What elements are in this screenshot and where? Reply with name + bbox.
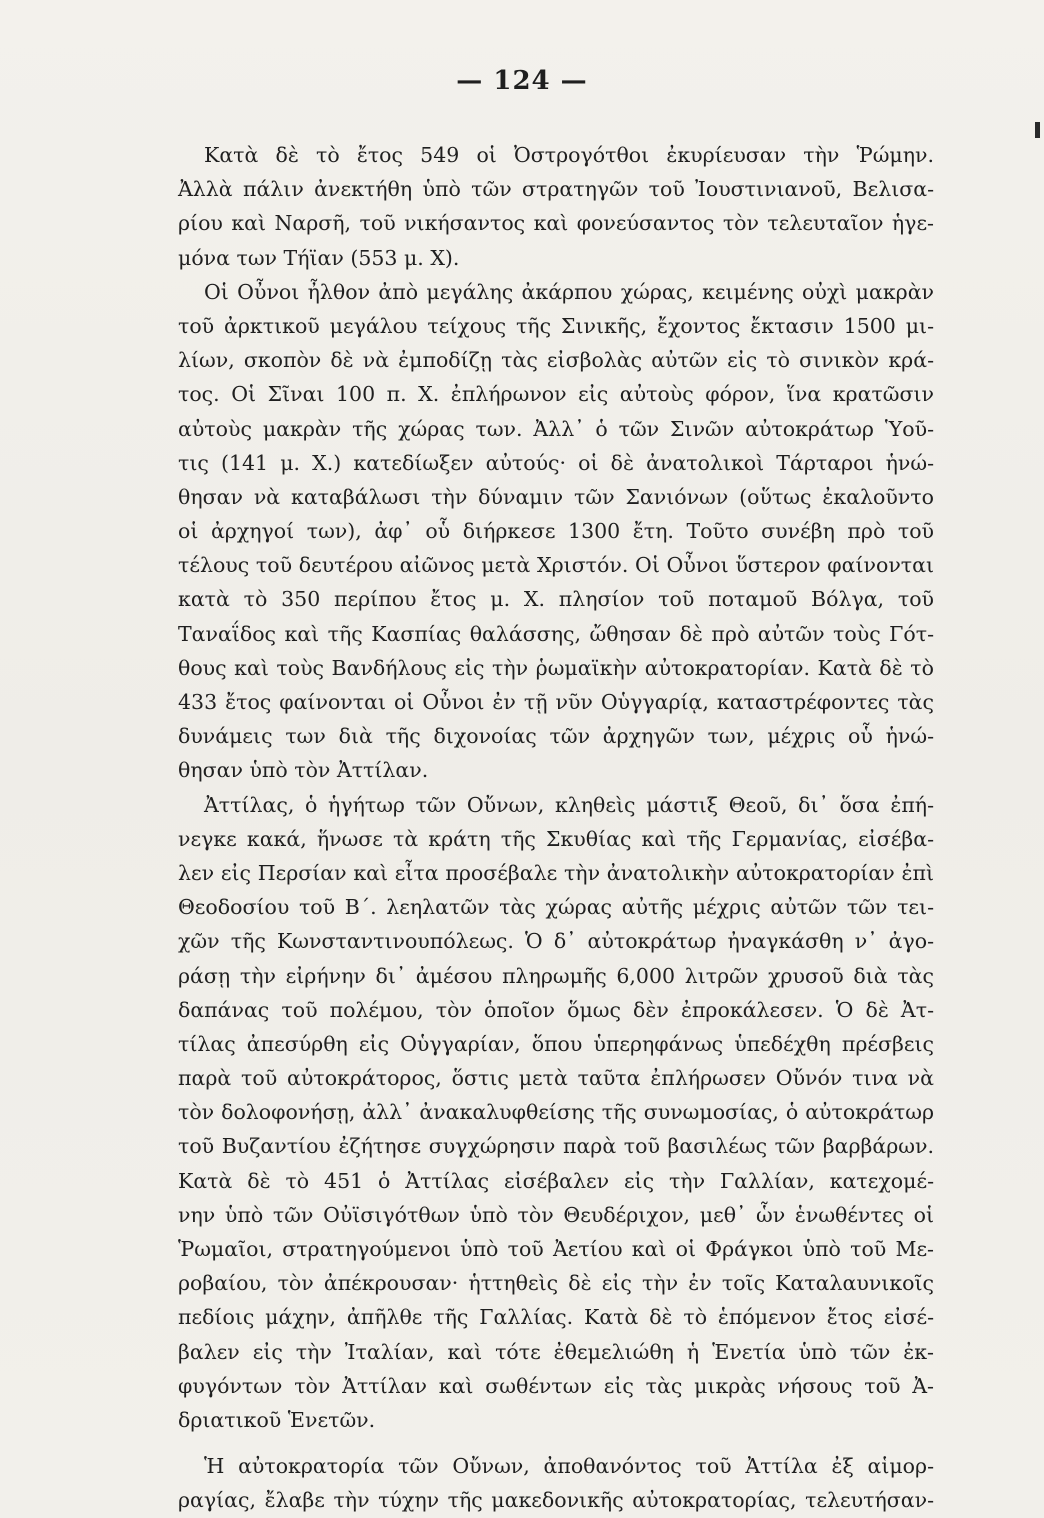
text-line: δαπάνας τοῦ πολέμου, τὸν ὁποῖον ὅμως δὲν ἐπροκάλεσεν. Ὁ δὲ Ἀτ-	[178, 997, 934, 1022]
text-line: Ῥωμαῖοι, στρατηγούμενοι ὑπὸ τοῦ Ἀετίου καὶ οἱ Φράγκοι ὑπὸ τοῦ Με-	[178, 1237, 934, 1261]
text-line: μόνα των Τήϊαν (553 μ. Χ).	[178, 245, 460, 270]
text-line: τις (141 μ. Χ.) κατεδίωξεν αὐτούς· οἱ δὲ ἀνατολικοὶ Τάρταροι ἡνώ-	[178, 450, 934, 475]
text-line: δριατικοῦ Ἑνετῶν.	[178, 1407, 376, 1432]
body-text	[178, 138, 934, 1518]
text-line: χῶν τῆς Κωνσταντινουπόλεως. Ὁ δ᾽ αὐτοκράτωρ ἠναγκάσθη ν᾽ ἀγο-	[178, 929, 934, 954]
paragraph	[178, 138, 934, 275]
text-line: φυγόντων τὸν Ἀττίλαν καὶ σωθέντων εἰς τὰς μικρὰς νήσους τοῦ Ἀ-	[178, 1373, 934, 1398]
text-line: Ἀλλὰ πάλιν ἀνεκτήθη ὑπὸ τῶν στρατηγῶν τοῦ Ἰουστινιανοῦ, Βελισα-	[178, 177, 934, 202]
text-line: νεγκε κακά, ἥνωσε τὰ κράτη τῆς Σκυθίας καὶ τῆς Γερμανίας, εἰσέβα-	[178, 826, 934, 851]
text-line: τοῦ Βυζαντίου ἐζήτησε συγχώρησιν παρὰ τοῦ βασιλέως τῶν βαρβάρων.	[178, 1134, 934, 1159]
text-line: ραγίας, ἔλαβε τὴν τύχην τῆς μακεδονικῆς αὐτοκρατορίας, τελευτήσαν-	[178, 1488, 934, 1513]
text-line: Οἱ Οὖνοι ἦλθον ἀπὸ μεγάλης ἀκάρπου χώρας, κειμένης οὐχὶ μακρὰν	[204, 279, 934, 304]
page-edge-mark	[1035, 122, 1040, 138]
text-line: ράσῃ τὴν εἰρήνην δι᾽ ἀμέσου πληρωμῆς 6,000 λιτρῶν χρυσοῦ διὰ τὰς	[178, 963, 934, 988]
text-line: θους καὶ τοὺς Βανδήλους εἰς τὴν ῥωμαϊκὴν αὐτοκρατορίαν. Κατὰ δὲ τὸ	[178, 655, 934, 680]
paragraph	[178, 1449, 934, 1517]
text-line: λεν εἰς Περσίαν καὶ εἶτα προσέβαλε τὴν ἀνατολικὴν αὐτοκρατορίαν ἐπὶ	[178, 860, 934, 885]
text-line: οἱ ἀρχηγοί των), ἀφ᾽ οὗ διήρκεσε 1300 ἔτη. Τοῦτο συνέβη πρὸ τοῦ	[178, 519, 934, 544]
text-line: ροβαίου, τὸν ἀπέκρουσαν· ἡττηθεὶς δὲ εἰς τὴν ἐν τοῖς Καταλαυνικοῖς	[178, 1271, 934, 1296]
text-line: ρίου καὶ Ναρσῆ, τοῦ νικήσαντος καὶ φονεύσαντος τὸν τελευταῖον ἡγε-	[178, 211, 934, 236]
text-line: πεδίοις μάχην, ἀπῆλθε τῆς Γαλλίας. Κατὰ δὲ τὸ ἑπόμενον ἔτος εἰσέ-	[178, 1305, 934, 1330]
text-line: 433 ἔτος φαίνονται οἱ Οὖνοι ἐν τῇ νῦν Οὑγγαρίᾳ, καταστρέφοντες τὰς	[178, 690, 934, 714]
text-line: θησαν ὑπὸ τὸν Ἀττίλαν.	[178, 758, 429, 783]
text-line: Θεοδοσίου τοῦ Β΄. λεηλατῶν τὰς χώρας αὐτῆς μέχρις αὐτῶν τῶν τει-	[178, 895, 934, 920]
text-line: Ταναΐδος καὶ τῆς Κασπίας θαλάσσης, ὤθησαν δὲ πρὸ αὐτῶν τοὺς Γότ-	[178, 621, 934, 646]
text-line: τίλας ἀπεσύρθη εἰς Οὑγγαρίαν, ὅπου ὑπερηφάνως ὑπεδέχθη πρέσβεις	[178, 1031, 934, 1056]
text-line: κατὰ τὸ 350 περίπου ἔτος μ. Χ. πλησίον τοῦ ποταμοῦ Βόλγα, τοῦ	[178, 587, 934, 612]
paragraph	[178, 275, 934, 788]
text-line: τος. Οἱ Σῖναι 100 π. Χ. ἐπλήρωνον εἰς αὐτοὺς φόρον, ἵνα κρατῶσιν	[178, 382, 934, 407]
text-line: τοῦ ἀρκτικοῦ μεγάλου τείχους τῆς Σινικῆς, ἔχοντος ἔκτασιν 1500 μι-	[178, 313, 934, 338]
text-line: Ἀττίλας, ὁ ἡγήτωρ τῶν Οὔνων, κληθεὶς μάστιξ Θεοῦ, δι᾽ ὅσα ἐπή-	[204, 792, 934, 817]
text-line: θησαν νὰ καταβάλωσι τὴν δύναμιν τῶν Σανιόνων (οὕτως ἐκαλοῦντο	[178, 484, 934, 509]
text-line: νην ὑπὸ τῶν Οὐϊσιγότθων ὑπὸ τὸν Θευδέριχον, μεθ᾽ ὧν ἑνωθέντες οἱ	[178, 1202, 934, 1227]
text-line: Κατὰ δὲ τὸ ἔτος 549 οἱ Ὀστρογότθοι ἐκυρίευσαν τὴν Ῥώμην.	[204, 143, 934, 167]
text-line: Ἡ αὐτοκρατορία τῶν Οὔνων, ἀποθανόντος τοῦ Ἀττίλα ἐξ αἱμορ-	[204, 1454, 934, 1479]
text-line: παρὰ τοῦ αὐτοκράτορος, ὅστις μετὰ ταῦτα ἐπλήρωσεν Οὔνόν τινα νὰ	[178, 1066, 934, 1091]
text-line: αὐτοὺς μακρὰν τῆς χώρας των. Ἀλλ᾽ ὁ τῶν Σινῶν αὐτοκράτωρ Ὑοῦ-	[178, 416, 934, 441]
text-line: δυνάμεις των διὰ τῆς διχονοίας τῶν ἀρχηγῶν των, μέχρις οὗ ἡνώ-	[178, 724, 934, 749]
paragraph	[178, 788, 934, 1438]
text-line: Κατὰ δὲ τὸ 451 ὁ Ἀττίλας εἰσέβαλεν εἰς τὴν Γαλλίαν, κατεχομέ-	[178, 1168, 934, 1193]
text-line: τέλους τοῦ δευτέρου αἰῶνος μετὰ Χριστόν. Οἱ Οὖνοι ὕστερον φαίνονται	[178, 553, 934, 578]
text-line: βαλεν εἰς τὴν Ἰταλίαν, καὶ τότε ἐθεμελιώθη ἡ Ἑνετία ὑπὸ τῶν ἐκ-	[178, 1339, 934, 1364]
text-line: λίων, σκοπὸν δὲ νὰ ἐμποδίζῃ τὰς εἰσβολὰς αὐτῶν εἰς τὸ σινικὸν κρά-	[178, 348, 934, 373]
paragraph-gap	[178, 1437, 934, 1449]
text-line: τὸν δολοφονήσῃ, ἀλλ᾽ ἀνακαλυφθείσης τῆς συνωμοσίας, ὁ αὐτοκράτωρ	[178, 1100, 934, 1125]
page-number: — 124 —	[456, 66, 588, 96]
